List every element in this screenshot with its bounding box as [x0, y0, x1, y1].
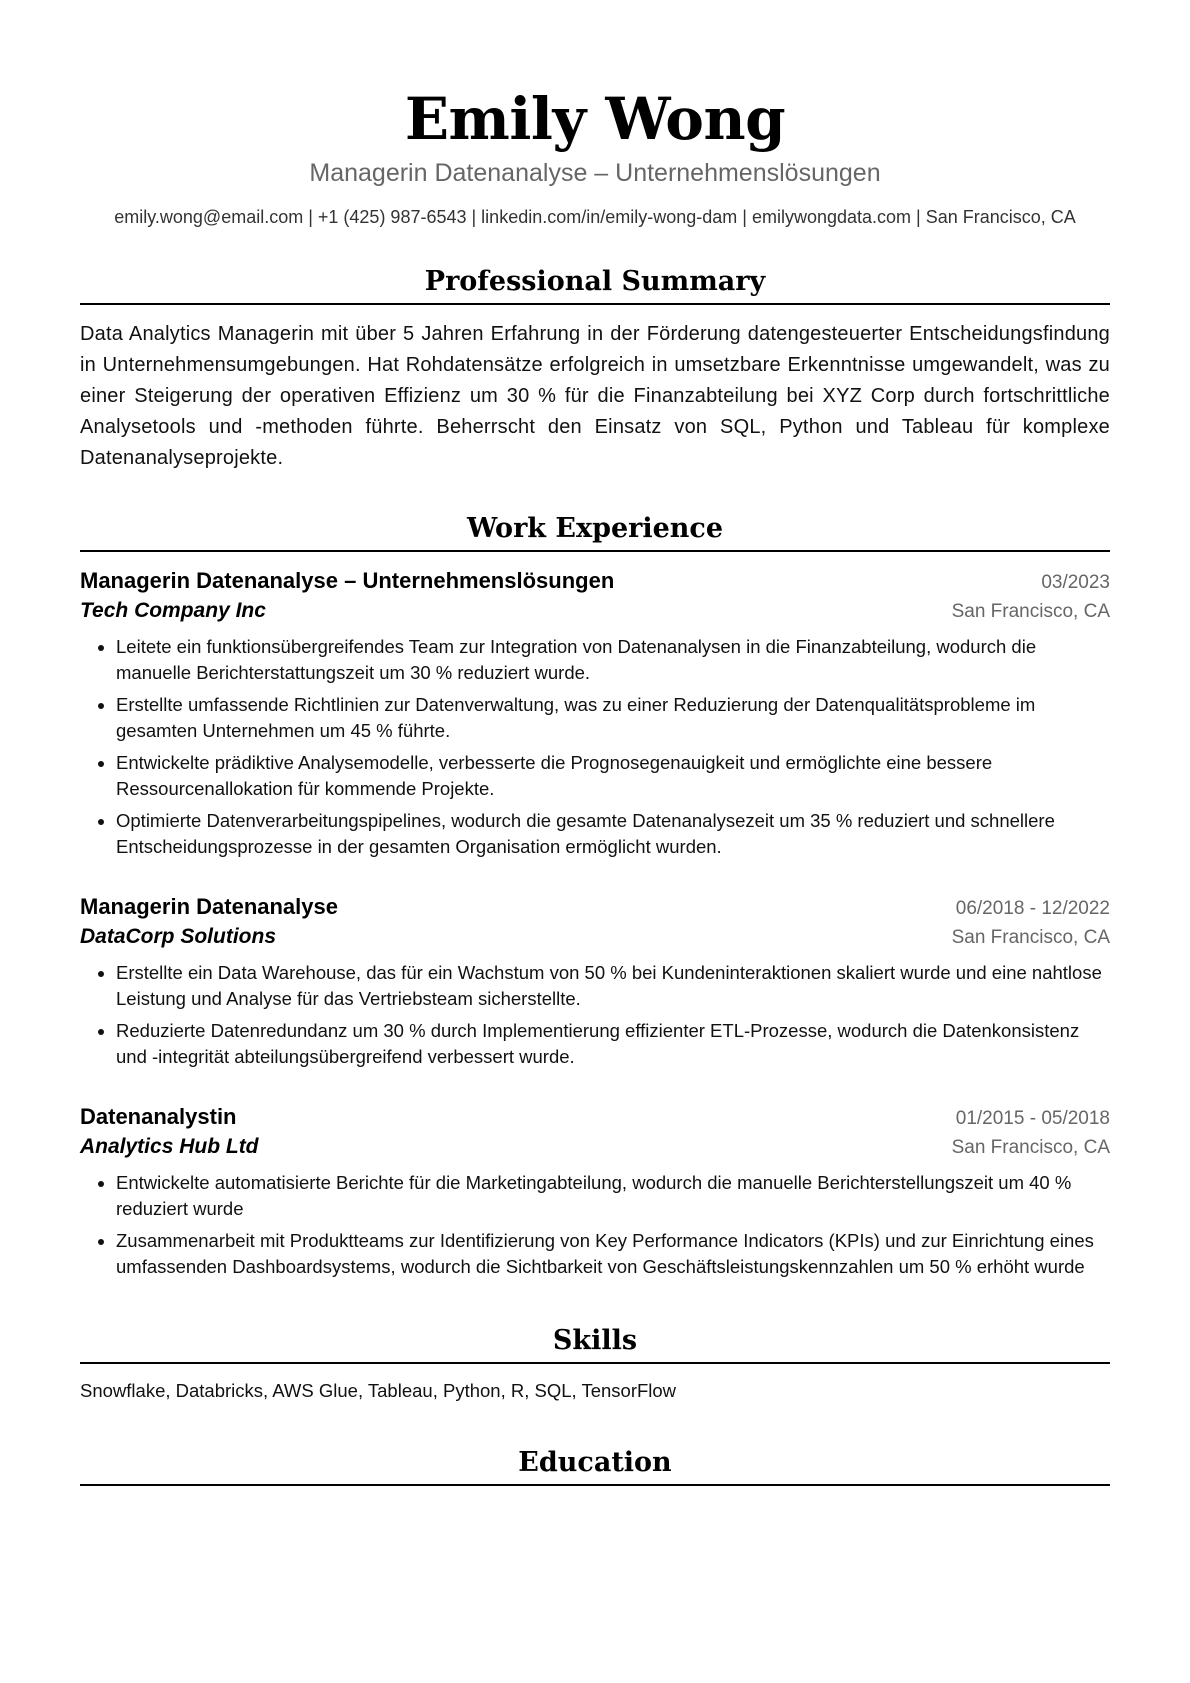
job-bullets [80, 634, 1110, 860]
job-dates: 03/2023 [1041, 572, 1110, 593]
job-entry [80, 566, 1110, 860]
job-bullet: • Entwickelte prädiktive Analysemodelle, verbesserte die Prognosegenauigkeit und ermöglichte eine bessere Ressourcenallokation für kommende Projekte. [116, 750, 1110, 802]
resume-page [80, 0, 1110, 1486]
job-title: Managerin Datenanalyse [80, 894, 338, 919]
job-company: DataCorp Solutions [80, 925, 277, 948]
job-location: San Francisco, CA [951, 601, 1110, 622]
contact-line: emily.wong@email.com | +1 (425) 987-6543 | linkedin.com/in/emily-wong-dam | emilywongdata.com | San Francisco, CA [114, 207, 1076, 227]
experience-section [80, 512, 1110, 1280]
job-dates: 06/2018 - 12/2022 [955, 898, 1110, 919]
skills-section [80, 1324, 1110, 1404]
job-bullet: • Entwickelte automatisierte Berichte für die Marketingabteilung, wodurch die manuelle Berichterstellungszeit um 40 % reduziert wurde [116, 1170, 1110, 1222]
job-company: Analytics Hub Ltd [80, 1135, 259, 1158]
job-bullet: • Erstellte umfassende Richtlinien zur Datenverwaltung, was zu einer Reduzierung der Datenqualitätsprobleme im gesamten Unternehmen um 45 % führte. [116, 692, 1110, 744]
skills-list: Snowflake, Databricks, AWS Glue, Tableau, Python, R, SQL, TensorFlow [80, 1380, 677, 1401]
job-bullet: • Reduzierte Datenredundanz um 30 % durch Implementierung effizienter ETL-Prozesse, wodurch die Datenkonsistenz und -integrität abteilungsübergreifend verbessert wurde. [116, 1018, 1110, 1070]
job-location: San Francisco, CA [951, 1137, 1110, 1158]
candidate-headline: Managerin Datenanalyse – Unternehmenslösungen [309, 159, 881, 187]
job-bullet: • Optimierte Datenverarbeitungspipelines, wodurch die gesamte Datenanalysezeit um 35 % reduziert und schnellere Entscheidungsprozesse in der gesamten Organisation ermöglicht wurden. [116, 808, 1110, 860]
job-entry [80, 1102, 1110, 1280]
summary-section [80, 265, 1110, 474]
education-section [80, 1446, 1110, 1486]
job-dates: 01/2015 - 05/2018 [955, 1108, 1110, 1129]
job-bullets [80, 960, 1110, 1070]
section-title-education: Education [80, 1446, 1110, 1486]
resume-header [80, 0, 1110, 229]
section-title-summary: Professional Summary [80, 265, 1110, 305]
job-bullet: • Zusammenarbeit mit Produktteams zur Identifizierung von Key Performance Indicators (KPIs) und zur Einrichtung eines umfassenden Dashboardsystems, wodurch die Sichtbarkeit von Geschäftsleistungskennzahlen um 50 % erhöht wurde [116, 1228, 1110, 1280]
job-company: Tech Company Inc [80, 599, 266, 622]
summary-text: Data Analytics Managerin mit über 5 Jahren Erfahrung in der Förderung datengesteuerter Entscheidungsfindung in Unternehmensumgebungen. Hat Rohdatensätze erfolgreich in umsetzbare Erkenntnisse umgewandelt, was zu einer Steigerung der operativen Effizienz um 30 % für die Finanzabteilung bei XYZ Corp durch fortschrittliche Analysetools und -methoden führte. Beherrscht den Einsatz von SQL, Python und Tableau für komplexe Datenanalyseprojekte. [80, 323, 1110, 469]
section-title-experience: Work Experience [80, 512, 1110, 552]
job-bullets [80, 1170, 1110, 1280]
job-title: Datenanalystin [80, 1104, 237, 1129]
candidate-name: Emily Wong [404, 85, 786, 153]
job-bullet: • Erstellte ein Data Warehouse, das für ein Wachstum von 50 % bei Kundeninteraktionen skaliert wurde und eine nahtlose Leistung und Analyse für das Vertriebsteam sicherstellte. [116, 960, 1110, 1012]
job-location: San Francisco, CA [951, 927, 1110, 948]
section-title-skills: Skills [80, 1324, 1110, 1364]
job-bullet: • Leitete ein funktionsübergreifendes Team zur Integration von Datenanalysen in die Finanzabteilung, wodurch die manuelle Berichterstattungszeit um 30 % reduziert wurde. [116, 634, 1110, 686]
job-entry [80, 892, 1110, 1070]
job-title: Managerin Datenanalyse – Unternehmenslösungen [80, 568, 615, 593]
